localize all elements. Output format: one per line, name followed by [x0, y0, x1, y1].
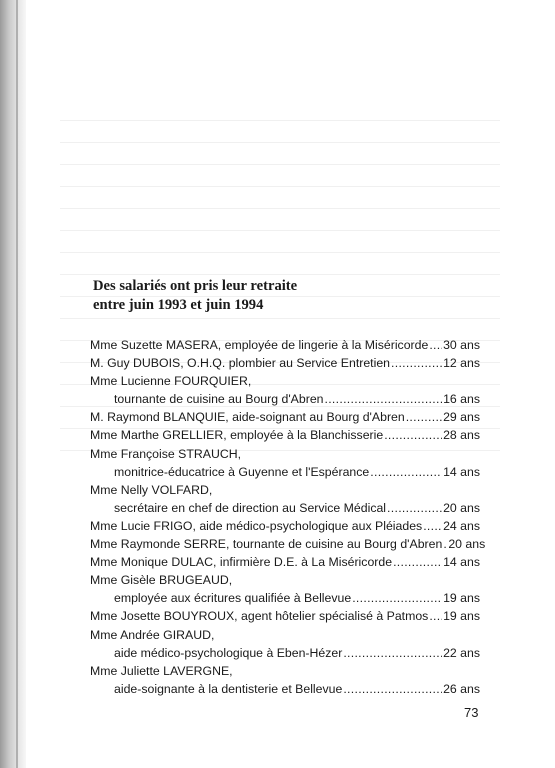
dot-leader: [387, 499, 442, 517]
years-of-service: 20 ans: [448, 537, 486, 552]
retiree-detail-line: [90, 390, 480, 408]
retiree-name: Mme Monique DULAC, infirmière D.E. à La Miséricorde: [90, 555, 393, 570]
retiree-name: M. Guy DUBOIS, O.H.Q. plombier au Service Entretien: [90, 356, 391, 371]
retiree-line: [90, 607, 480, 625]
retiree-name: Mme Françoise STRAUCH,: [90, 446, 242, 461]
dot-leader: [370, 463, 442, 481]
retiree-name: Mme Andrée GIRAUD,: [90, 627, 215, 642]
retiree-detail-line: [90, 589, 480, 607]
years-of-service: 16 ans: [443, 392, 480, 407]
retiree-detail: employée aux écritures qualifiée à Bellevue: [114, 591, 352, 606]
dot-leader: [393, 553, 442, 571]
retiree-line: [90, 426, 480, 444]
section-heading: [93, 277, 480, 315]
retiree-line: [90, 354, 480, 372]
retirement-section: [90, 277, 486, 698]
retiree-line: [90, 535, 486, 553]
retiree-detail: monitrice-éducatrice à Guyenne et l'Espérance: [114, 464, 370, 479]
retiree-detail-line: [90, 463, 480, 481]
retiree-detail: secrétaire en chef de direction au Service Médical: [114, 500, 387, 515]
dot-leader: [429, 336, 442, 354]
years-of-service: 14 ans: [443, 555, 480, 570]
retiree-name: Mme Josette BOUYROUX, agent hôtelier spécialisé à Patmos: [90, 609, 429, 624]
dot-leader: [352, 589, 442, 607]
heading-line-2: entre juin 1993 et juin 1994: [93, 297, 264, 313]
retiree-name: M. Raymond BLANQUIE, aide-soignant au Bourg d'Abren: [90, 410, 405, 425]
heading-line-1: Des salariés ont pris leur retraite: [93, 278, 298, 294]
retiree-detail: aide-soignante à la dentisterie et Bellevue: [114, 681, 343, 696]
dot-leader: [325, 390, 443, 408]
retiree-name-line: [90, 372, 480, 390]
dot-leader: [429, 607, 442, 625]
years-of-service: 20 ans: [443, 500, 480, 515]
retiree-name-line: [90, 481, 480, 499]
retiree-name: Mme Lucie FRIGO, aide médico-psychologique aux Pléiades: [90, 518, 423, 533]
retiree-name-line: [90, 662, 480, 680]
retiree-name-line: [90, 626, 480, 644]
retiree-name: Mme Gisèle BRUGEAUD,: [90, 573, 233, 588]
years-of-service: 28 ans: [443, 428, 480, 443]
retiree-detail-line: [90, 644, 480, 662]
retiree-name-line: [90, 445, 480, 463]
retiree-name: Mme Suzette MASERA, employée de lingerie à la Miséricorde: [90, 338, 429, 352]
retiree-line: [90, 408, 480, 426]
years-of-service: 19 ans: [443, 591, 480, 606]
retiree-line: [90, 553, 480, 571]
retiree-line: [90, 517, 480, 535]
dot-leader: [343, 680, 442, 698]
retiree-list: [90, 336, 486, 698]
dot-leader: [443, 535, 447, 553]
years-of-service: 12 ans: [443, 356, 480, 371]
retiree-name: Mme Marthe GRELLIER, employée à la Blanchisserie: [90, 428, 384, 443]
dot-leader: [423, 517, 442, 535]
binding-edge: [0, 0, 26, 768]
years-of-service: 22 ans: [443, 645, 480, 660]
dot-leader: [343, 644, 442, 662]
page-number: 73: [464, 705, 479, 720]
retiree-detail-line: [90, 680, 480, 698]
dot-leader: [406, 408, 442, 426]
years-of-service: 24 ans: [443, 518, 480, 533]
years-of-service: 14 ans: [443, 464, 480, 479]
years-of-service: 29 ans: [443, 410, 480, 425]
dot-leader: [384, 426, 442, 444]
retiree-name: Mme Lucienne FOURQUIER,: [90, 374, 252, 389]
years-of-service: 19 ans: [443, 609, 480, 624]
retiree-line: [90, 336, 480, 354]
retiree-name-line: [90, 571, 480, 589]
years-of-service: 30 ans: [443, 338, 480, 352]
retiree-name: Mme Juliette LAVERGNE,: [90, 663, 233, 678]
retiree-name: Mme Raymonde SERRE, tournante de cuisine au Bourg d'Abren: [90, 537, 443, 552]
years-of-service: 26 ans: [443, 681, 480, 696]
retiree-detail: aide médico-psychologique à Eben-Hézer: [114, 645, 343, 660]
retiree-name: Mme Nelly VOLFARD,: [90, 482, 213, 497]
retiree-detail: tournante de cuisine au Bourg d'Abren: [114, 392, 324, 407]
retiree-detail-line: [90, 499, 480, 517]
dot-leader: [391, 354, 442, 372]
